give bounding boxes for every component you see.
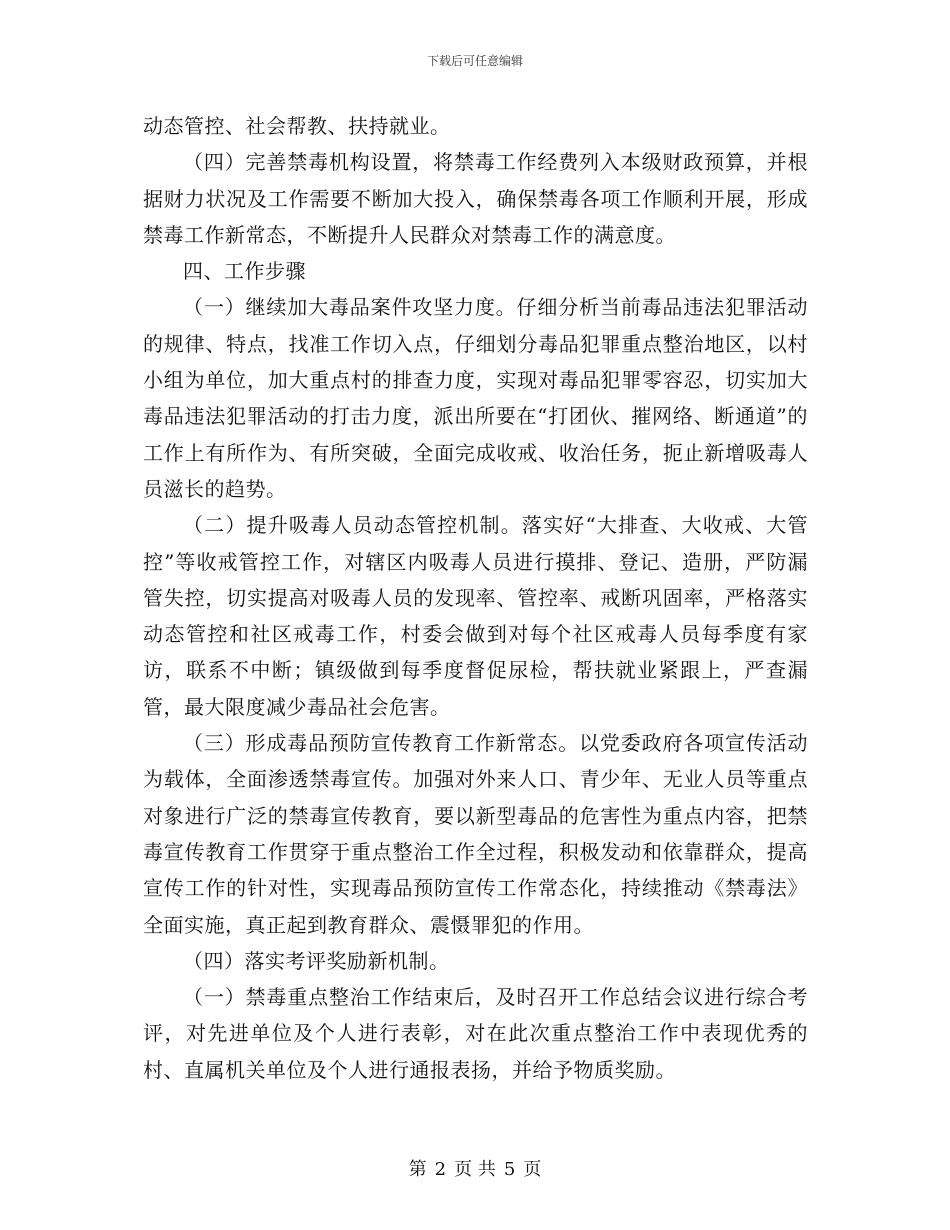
paragraph-5: （三）形成毒品预防宣传教育工作新常态。以党委政府各项宣传活动为载体，全面渗透禁毒宣传。加强对外来人口、青少年、无业人员等重点对象进行广泛的禁毒宣传教育，要以新型毒品的危害性为重点内容，把禁毒宣传教育工作贯穿于重点整治工作全过程，积极发动和依靠群众，提高宣传工作的针对性，实现毒品预防宣传工作常态化，持续推动《禁毒法》全面实施，真正起到教育群众、震慑罪犯的作用。 xyxy=(143,731,808,937)
document-body xyxy=(143,108,808,1088)
paragraph-6: （四）落实考评奖励新机制。 xyxy=(183,948,450,973)
section-heading: 四、工作步骤 xyxy=(183,259,306,284)
paragraph-4: （二）提升吸毒人员动态管控机制。落实好“大排查、大收戒、大管控”等收戒管控工作，对辖区内吸毒人员进行摸排、登记、造册，严防漏管失控，切实提高对吸毒人员的发现率、管控率、戒断巩固率，严格落实动态管控和社区戒毒工作，村委会做到对每个社区戒毒人员每季度有家访，联系不中断；镇级做到每季度督促尿检，帮扶就业紧跟上，严查漏管，最大限度减少毒品社会危害。 xyxy=(143,513,808,719)
paragraph-3: （一）继续加大毒品案件攻坚力度。仔细分析当前毒品违法犯罪活动的规律、特点，找准工作切入点，仔细划分毒品犯罪重点整治地区，以村小组为单位，加大重点村的排查力度，实现对毒品犯罪零容忍，切实加大毒品违法犯罪活动的打击力度，派出所要在“打团伙、摧网络、断通道”的工作上有所作为、有所突破，全面完成收戒、收治任务，扼止新增吸毒人员滋长的趋势。 xyxy=(143,295,808,501)
page-header: 下载后可任意编辑 xyxy=(426,54,523,68)
page-footer xyxy=(0,1155,950,1181)
paragraph-2: （四）完善禁毒机构设置，将禁毒工作经费列入本级财政预算，并根据财力状况及工作需要不断加大投入，确保禁毒各项工作顺利开展，形成禁毒工作新常态，不断提升人民群众对禁毒工作的满意度。 xyxy=(143,150,808,247)
footer-suffix: 页 xyxy=(523,1159,542,1180)
paragraph-7: （一）禁毒重点整治工作结束后，及时召开工作总结会议进行综合考评，对先进单位及个人进行表彰，对在此次重点整治工作中表现优秀的村、直属机关单位及个人进行通报表扬，并给予物质奖励。 xyxy=(143,985,808,1082)
footer-prefix: 第 xyxy=(408,1159,427,1180)
footer-page-number: 2 xyxy=(434,1159,447,1180)
paragraph-1: 动态管控、社会帮教、扶持就业。 xyxy=(143,114,451,138)
footer-total-pages: 5 xyxy=(503,1159,516,1180)
footer-middle: 页 共 xyxy=(454,1159,496,1180)
